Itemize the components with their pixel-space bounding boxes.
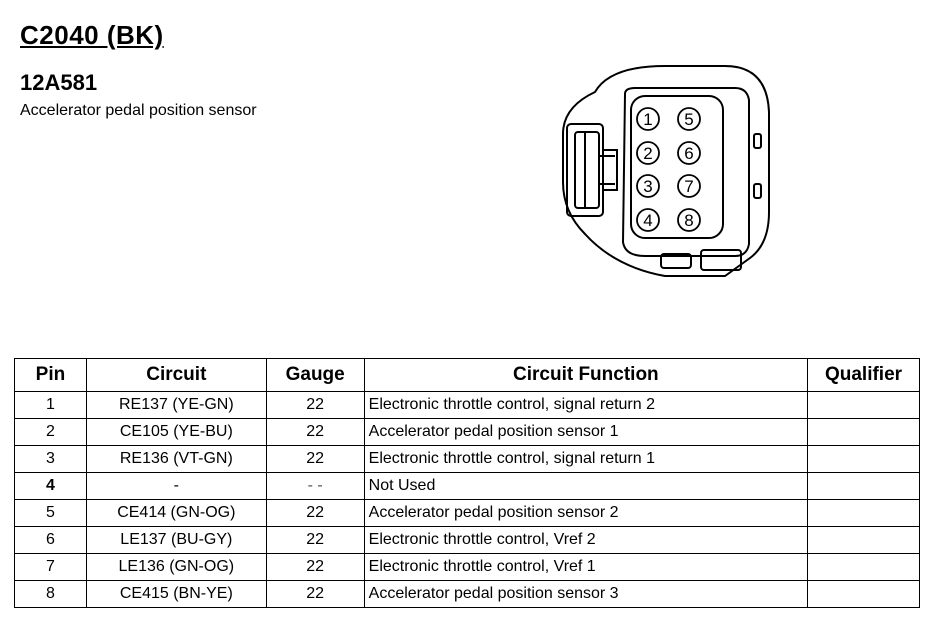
table-row bbox=[15, 419, 920, 446]
connector-pin-6 bbox=[678, 142, 700, 164]
circuit-cell: CE105 (YE-BU) bbox=[86, 419, 266, 446]
pin-number-cell: 1 bbox=[15, 392, 87, 419]
table-row bbox=[15, 446, 920, 473]
column-header-circuit: Circuit bbox=[86, 359, 266, 392]
column-header-qualifier: Qualifier bbox=[808, 359, 920, 392]
qualifier-cell bbox=[808, 419, 920, 446]
connector-pin-3 bbox=[637, 175, 659, 197]
part-number: 12A581 bbox=[20, 70, 98, 95]
pin-number-cell: 4 bbox=[15, 473, 87, 500]
connector-face-diagram bbox=[555, 62, 780, 284]
qualifier-cell bbox=[808, 527, 920, 554]
connector-pin-7 bbox=[678, 175, 700, 197]
qualifier-cell bbox=[808, 554, 920, 581]
column-header-circuit-function: Circuit Function bbox=[364, 359, 807, 392]
pin-number-cell: 6 bbox=[15, 527, 87, 554]
bottom-latch-right bbox=[701, 250, 741, 270]
connector-pin-label: 2 bbox=[643, 144, 653, 163]
qualifier-cell bbox=[808, 581, 920, 608]
pin-number-cell: 7 bbox=[15, 554, 87, 581]
table-row bbox=[15, 500, 920, 527]
key-slot-upper bbox=[754, 134, 761, 148]
connector-id-title: C2040 (BK) bbox=[20, 20, 164, 50]
circuit-cell: LE136 (GN-OG) bbox=[86, 554, 266, 581]
connector-description: Accelerator pedal position sensor bbox=[20, 102, 257, 119]
circuit-cell: CE415 (BN-YE) bbox=[86, 581, 266, 608]
connector-pin-1 bbox=[637, 108, 659, 130]
qualifier-cell bbox=[808, 446, 920, 473]
connector-pin-4 bbox=[637, 209, 659, 231]
pin-number-cell: 5 bbox=[15, 500, 87, 527]
gauge-cell: 22 bbox=[266, 392, 364, 419]
pin-number-cell: 8 bbox=[15, 581, 87, 608]
gauge-cell: 22 bbox=[266, 500, 364, 527]
circuit-cell: RE136 (VT-GN) bbox=[86, 446, 266, 473]
gauge-cell: 22 bbox=[266, 527, 364, 554]
gauge-cell: 22 bbox=[266, 446, 364, 473]
table-row bbox=[15, 392, 920, 419]
qualifier-cell bbox=[808, 500, 920, 527]
table-row bbox=[15, 527, 920, 554]
circuit-function-cell: Electronic throttle control, signal return 1 bbox=[364, 446, 807, 473]
connector-pin-2 bbox=[637, 142, 659, 164]
connector-pin-label: 4 bbox=[643, 211, 653, 230]
connector-pin-label: 3 bbox=[643, 177, 653, 196]
connector-pin-5 bbox=[678, 108, 700, 130]
circuit-function-cell: Accelerator pedal position sensor 2 bbox=[364, 500, 807, 527]
circuit-cell: RE137 (YE-GN) bbox=[86, 392, 266, 419]
gauge-cell: 22 bbox=[266, 581, 364, 608]
circuit-function-cell: Electronic throttle control, Vref 2 bbox=[364, 527, 807, 554]
circuit-function-cell: Accelerator pedal position sensor 1 bbox=[364, 419, 807, 446]
gauge-cell: 22 bbox=[266, 419, 364, 446]
pin-number-cell: 3 bbox=[15, 446, 87, 473]
circuit-cell: - bbox=[86, 473, 266, 500]
table-row bbox=[15, 581, 920, 608]
pin-number-cell: 2 bbox=[15, 419, 87, 446]
connector-housing-outline bbox=[563, 66, 769, 276]
table-row bbox=[15, 473, 920, 500]
key-slot-lower bbox=[754, 184, 761, 198]
gauge-cell: - - bbox=[266, 473, 364, 500]
circuit-cell: CE414 (GN-OG) bbox=[86, 500, 266, 527]
circuit-function-cell: Not Used bbox=[364, 473, 807, 500]
table-row bbox=[15, 554, 920, 581]
connector-pin-label: 5 bbox=[684, 110, 694, 129]
table-header-row bbox=[15, 359, 920, 392]
circuit-function-cell: Electronic throttle control, signal return 2 bbox=[364, 392, 807, 419]
connector-pin-label: 7 bbox=[684, 177, 694, 196]
qualifier-cell bbox=[808, 392, 920, 419]
column-header-gauge: Gauge bbox=[266, 359, 364, 392]
qualifier-cell bbox=[808, 473, 920, 500]
connector-pin-label: 8 bbox=[684, 211, 694, 230]
connector-pin-8 bbox=[678, 209, 700, 231]
pinout-table bbox=[14, 358, 920, 608]
locking-tab bbox=[567, 124, 617, 216]
gauge-cell: 22 bbox=[266, 554, 364, 581]
connector-pin-label: 6 bbox=[684, 144, 694, 163]
circuit-function-cell: Accelerator pedal position sensor 3 bbox=[364, 581, 807, 608]
column-header-pin: Pin bbox=[15, 359, 87, 392]
circuit-function-cell: Electronic throttle control, Vref 1 bbox=[364, 554, 807, 581]
connector-pin-label: 1 bbox=[643, 110, 653, 129]
circuit-cell: LE137 (BU-GY) bbox=[86, 527, 266, 554]
